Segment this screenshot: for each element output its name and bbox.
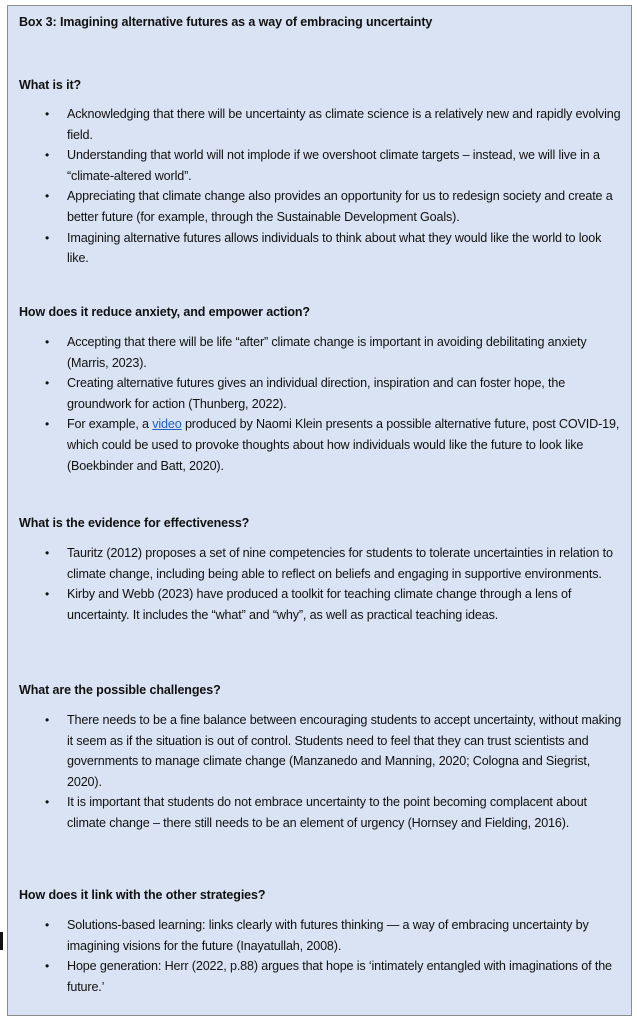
section-heading: How does it reduce anxiety, and empower action? <box>19 305 310 319</box>
list-item: • Imagining alternative futures allows individuals to think about what they would like the world to look like. <box>8 228 631 269</box>
list-item: • Creating alternative futures gives an individual direction, inspiration and can foster hope, the groundwork for action (Thunberg, 2022). <box>8 373 631 414</box>
list-item: • There needs to be a fine balance between encouraging students to accept uncertainty, without making it seem as if the situation is out of control. Students need to feel that they can trust scientists and governments to manage climate change (Manzanedo and Manning, 2020; Cologna and Siegrist, 2020). <box>8 710 631 792</box>
list-item: • Tauritz (2012) proposes a set of nine competencies for students to tolerate uncertainties in relation to climate change, including being able to reflect on beliefs and engaging in supportive environments. <box>8 543 631 584</box>
text-cursor-mark <box>0 932 3 950</box>
bullet-list <box>8 915 631 997</box>
list-item: • Understanding that world will not implode if we overshoot climate targets – instead, we will live in a “climate-altered world”. <box>8 145 631 186</box>
video-link[interactable]: video <box>152 417 182 432</box>
list-item: • Acknowledging that there will be uncertainty as climate science is a relatively new and rapidly evolving field. <box>8 104 631 145</box>
list-item: • Kirby and Webb (2023) have produced a toolkit for teaching climate change through a lens of uncertainty. It includes the “what” and “why”, as well as practical teaching ideas. <box>8 584 631 625</box>
bullet-icon: • <box>45 587 50 602</box>
bullet-icon: • <box>45 148 50 163</box>
list-item: • Accepting that there will be life “after” climate change is important in avoiding debilitating anxiety (Marris, 2023). <box>8 332 631 373</box>
bullet-icon: • <box>45 230 50 245</box>
list-item: • Hope generation: Herr (2022, p.88) argues that hope is ‘intimately entangled with imaginations of the future.’ <box>8 956 631 997</box>
bullet-list <box>8 332 631 476</box>
bullet-icon: • <box>45 918 50 932</box>
bullet-icon: • <box>45 959 50 974</box>
section-heading: What is the evidence for effectiveness? <box>19 516 250 530</box>
section-heading: How does it link with the other strategies? <box>19 888 266 902</box>
bullet-icon: • <box>45 107 50 121</box>
bullet-icon: • <box>45 795 50 810</box>
bullet-list <box>8 710 631 834</box>
section-heading: What are the possible challenges? <box>19 683 221 697</box>
section-heading: What is it? <box>19 78 82 92</box>
bullet-icon: • <box>45 546 50 560</box>
bullet-icon: • <box>45 335 50 349</box>
bullet-icon: • <box>45 417 50 432</box>
box-title: Box 3: Imagining alternative futures as a way of embracing uncertainty <box>19 15 433 29</box>
info-box <box>7 5 632 1016</box>
list-item: • Solutions-based learning: links clearly with futures thinking — a way of embracing uncertainty by imagining visions for the future (Inayatullah, 2008). <box>8 915 631 956</box>
bullet-icon: • <box>45 376 50 391</box>
bullet-icon: • <box>45 189 50 204</box>
list-item: • Appreciating that climate change also provides an opportunity for us to redesign society and create a better future (for example, through the Sustainable Development Goals). <box>8 186 631 227</box>
bullet-list <box>8 543 631 625</box>
list-item: • It is important that students do not embrace uncertainty to the point becoming complacent about climate change – there still needs to be an element of urgency (Hornsey and Fielding, 2016). <box>8 792 631 833</box>
list-item: • For example, a video produced by Naomi Klein presents a possible alternative future, post COVID-19, which could be used to provoke thoughts about how individuals would like the future to look like (Boekbinder and Batt, 2020). <box>8 414 631 476</box>
bullet-icon: • <box>45 713 50 727</box>
bullet-list <box>8 104 631 269</box>
